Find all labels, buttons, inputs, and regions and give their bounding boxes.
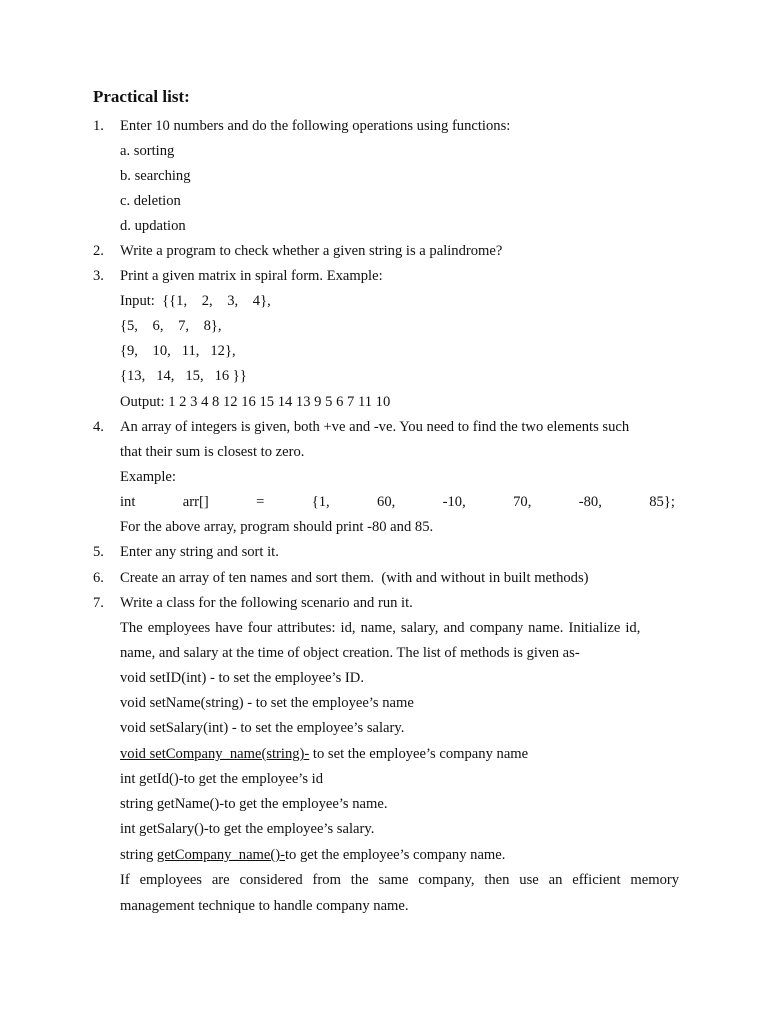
matrix-line: {5, 6, 7, 8}, [120, 318, 222, 334]
item-text: An array of integers is given, both +ve and -ve. You need to find the two elements such [120, 419, 630, 435]
code-line [120, 492, 675, 512]
code-token: = [256, 494, 265, 510]
paragraph-line [120, 618, 675, 638]
code-token: 70, [513, 494, 532, 510]
page-title: Practical list: [93, 87, 190, 106]
method-line: int getSalary()-to get the employee’s salary. [120, 821, 375, 837]
item-text: Enter 10 numbers and do the following operations using functions: [120, 118, 511, 134]
method-line: void setName(string) - to set the employee’s name [120, 695, 414, 711]
item-number: 3. [93, 268, 104, 284]
subitem: a. sorting [120, 143, 175, 159]
item-number: 4. [93, 419, 104, 435]
matrix-line: {13, 14, 15, 16 }} [120, 368, 247, 384]
item-number: 2. [93, 243, 104, 259]
item-number: 5. [93, 544, 104, 560]
item-number: 7. [93, 595, 104, 611]
method-prefix: string [120, 847, 157, 863]
paragraph-text: The employees have four attributes: id, name, salary, and company name. Initialize id, [120, 620, 641, 636]
subitem: b. searching [120, 168, 191, 184]
method-signature-underlined: void setCompany_name(string)- [120, 746, 310, 762]
paragraph-text: If employees are considered from the same company, then use an efficient memory [120, 872, 680, 888]
item-text: Create an array of ten names and sort them. (with and without in built methods) [120, 570, 589, 586]
matrix-line: Input: {{1, 2, 3, 4}, [120, 293, 271, 309]
code-token: 60, [377, 494, 396, 510]
method-line: void setID(int) - to set the employee’s ID. [120, 670, 364, 686]
method-description: to get the employee’s company name. [284, 847, 506, 863]
example-label: Example: [120, 469, 176, 485]
item-text: Write a program to check whether a given string is a palindrome? [120, 243, 503, 259]
item-text: Enter any string and sort it. [120, 544, 279, 560]
item-number: 6. [93, 570, 104, 586]
matrix-line: {9, 10, 11, 12}, [120, 343, 236, 359]
method-line [120, 744, 528, 764]
method-signature-underlined: getCompany_name()- [156, 847, 285, 863]
paragraph-line: name, and salary at the time of object creation. The list of methods is given as- [120, 645, 580, 661]
code-token: -10, [442, 494, 466, 510]
method-line: void setSalary(int) - to set the employee’s salary. [120, 720, 405, 736]
code-token: arr[] [182, 494, 209, 510]
paragraph-line: management technique to handle company name. [120, 898, 409, 914]
method-line: int getId()-to get the employee’s id [120, 771, 324, 787]
code-token: -80, [578, 494, 602, 510]
code-token: {1, [311, 494, 330, 510]
item-text-continued: that their sum is closest to zero. [120, 444, 305, 460]
subitem: d. updation [120, 218, 186, 234]
item-text: Write a class for the following scenario and run it. [120, 595, 413, 611]
item-number: 1. [93, 118, 104, 134]
subitem: c. deletion [120, 193, 181, 209]
item-text: Print a given matrix in spiral form. Example: [120, 268, 383, 284]
result-line: For the above array, program should print -80 and 85. [120, 519, 434, 535]
method-line: string getName()-to get the employee’s name. [120, 796, 388, 812]
output-line: Output: 1 2 3 4 8 12 16 15 14 13 9 5 6 7 11 10 [120, 394, 391, 410]
method-description: to set the employee’s company name [309, 746, 529, 762]
method-line [120, 845, 505, 865]
paragraph-line [120, 870, 680, 890]
code-token: 85}; [649, 494, 675, 510]
code-token: int [120, 494, 136, 510]
